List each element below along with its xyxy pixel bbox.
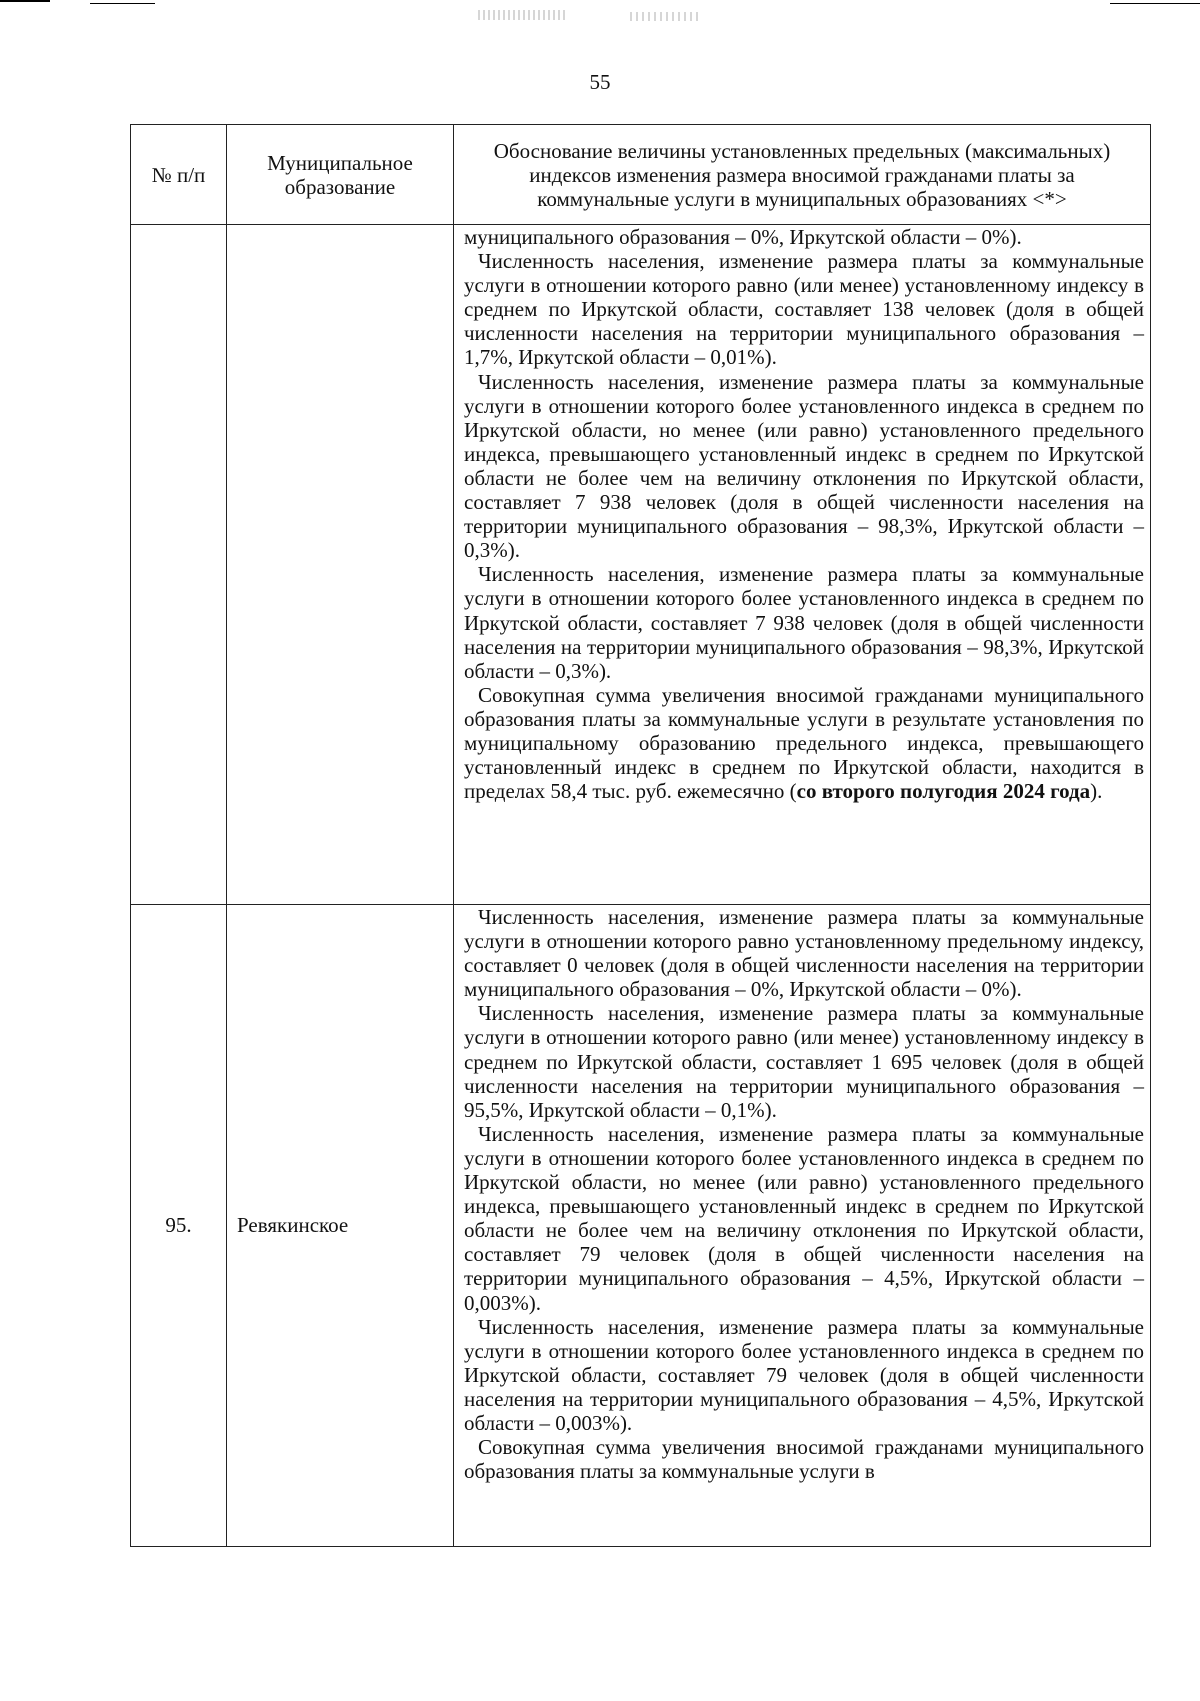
page-number: 55 — [589, 70, 611, 94]
header-justification: Обоснование величины установленных предельных (максимальных) индексов изменения размера вносимой гражданами платы за коммунальные услуги в муниципальных образованиях <*> — [454, 125, 1151, 225]
row-municipality: Ревякинское — [227, 905, 454, 1547]
paragraph: Численность населения, изменение размера платы за коммунальные услуги в отношении которого более установленного индекса в среднем по Иркутской области, составляет 79 человек (доля в общей численности населения на территории муниципального образования – 4,5%, Иркутской области – 0,003%). — [464, 1314, 1144, 1435]
row-justification — [454, 905, 1151, 1547]
paragraph: Совокупная сумма увеличения вносимой гражданами муниципального образования платы за коммунальные услуги в — [464, 1435, 1144, 1484]
paragraph: Численность населения, изменение размера платы за коммунальные услуги в отношении которого равно (или менее) установленному индексу в среднем по Иркутской области, составляет 138 человек (доля в общей численности населения на территории муниципального образования – 1,7%, Иркутской области – 0,01%). — [464, 249, 1144, 370]
scan-edge-line — [90, 3, 155, 4]
scan-noise — [478, 10, 568, 20]
paragraph: Численность населения, изменение размера платы за коммунальные услуги в отношении которого более установленного индекса в среднем по Иркутской области, составляет 7 938 человек (доля в общей численности населения на территории муниципального образования – 98,3%, Иркутской области – 0,3%). — [464, 562, 1144, 683]
header-num: № п/п — [131, 125, 227, 225]
table-row — [131, 905, 1151, 1547]
paragraph: Численность населения, изменение размера платы за коммунальные услуги в отношении которого равно (или менее) установленному индексу в среднем по Иркутской области, составляет 1 695 человек (доля в общей численности населения на территории муниципального образования – 95,5%, Иркутской области – 0,1%). — [464, 1001, 1144, 1122]
table-header-row — [131, 125, 1151, 225]
justification-table — [130, 124, 1151, 1547]
scan-edge-line — [1110, 3, 1200, 4]
row-number — [131, 225, 227, 905]
paragraph: Численность населения, изменение размера платы за коммунальные услуги в отношении которого более установленного индекса в среднем по Иркутской области, но менее (или равно) установленного предельного индекса, превышающего установленный индекс в среднем по Иркутской области не более чем на величину отклонения по Иркутской области, составляет 79 человек (доля в общей численности населения на территории муниципального образования – 4,5%, Иркутской области – 0,003%). — [464, 1121, 1144, 1315]
paragraph: Численность населения, изменение размера платы за коммунальные услуги в отношении которого более установленного индекса в среднем по Иркутской области, но менее (или равно) установленного предельного индекса, превышающего установленный индекс в среднем по Иркутской области не более чем на величину отклонения по Иркутской области, составляет 7 938 человек (доля в общей численности населения на территории муниципального образования – 98,3%, Иркутской области – 0,3%). — [464, 369, 1144, 563]
paragraph: муниципального образования – 0%, Иркутской области – 0%). — [464, 225, 1022, 249]
header-municipality: Муниципальное образование — [227, 125, 454, 225]
paragraph: Совокупная сумма увеличения вносимой гражданами муниципального образования платы за коммунальные услуги в результате установления по муниципальному образованию предельного индекса, превышающего установленный индекс в среднем по Иркутской области, находится в пределах 58,4 тыс. руб. ежемесячно (со второго полугодия 2024 года). — [464, 682, 1144, 804]
row-municipality — [227, 225, 454, 905]
row-number: 95. — [131, 905, 227, 1547]
scan-edge-line — [0, 0, 50, 2]
table-row — [131, 225, 1151, 905]
bold-period: со второго полугодия 2024 года — [796, 779, 1091, 804]
paragraph: Численность населения, изменение размера платы за коммунальные услуги в отношении которого равно установленному предельному индексу, составляет 0 человек (доля в общей численности населения на территории муниципального образования – 0%, Иркутской области – 0%). — [464, 905, 1144, 1002]
scan-noise — [630, 12, 700, 21]
row-justification — [454, 225, 1151, 905]
paragraph-text: Совокупная сумма увеличения вносимой гражданами муниципального образования платы за коммунальные услуги в результате установления по муниципальному образованию предельного индекса, превышающего установленный индекс в среднем по Иркутской области, находится в пределах 58,4 тыс. руб. ежемесячно — [464, 682, 1144, 804]
paragraph-end: ). — [1090, 779, 1103, 804]
